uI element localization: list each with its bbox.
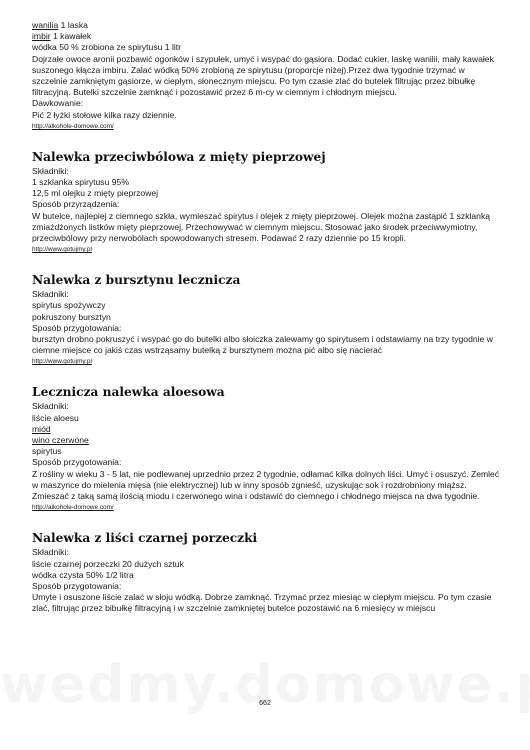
ingredient-link-ginger[interactable]: imbir xyxy=(32,31,51,42)
section-title-mint: Nalewka przeciwbólowa z mięty pieprzowej xyxy=(32,149,326,164)
ingredient-line: liście czarnej porzeczki 20 dużych sztuk xyxy=(32,558,184,569)
ingredients-label: Składniki: xyxy=(32,547,69,558)
method-label: Sposób przygotowania: xyxy=(32,457,122,468)
ingredients-label: Składniki: xyxy=(32,165,69,176)
instructions-paragraph: Umyte i osuszone liście zalać w słoju wódką. Dobrze zamknąć. Trzymać przez miesiąc w ciepłym miejscu. Po tym czasie zlać, filtrując przez bibułkę filtracyjną i w szczelnie zamkniętej butelce pozostawić na 6 miesięcy w miejscu xyxy=(32,592,492,614)
page-number: 662 xyxy=(259,700,271,707)
source-link[interactable]: http://www.gotujmy.pl xyxy=(32,246,92,254)
ingredient-text: 1 kawałek xyxy=(50,31,92,42)
ingredient-link-vanilla[interactable]: wanilia xyxy=(32,20,59,30)
ingredient-line: 1 szklanka spirytusu 95% xyxy=(32,177,129,188)
source-link[interactable]: http://alkohole-domowe.com/ xyxy=(32,504,114,512)
section-title-amber: Nalewka z bursztynu lecznicza xyxy=(32,273,241,288)
ingredients-label: Składniki: xyxy=(32,401,69,412)
instructions-paragraph: W butelce, najlepiej z ciemnego szkła, wymieszać spirytus i olejek z mięty pieprzowej. Olejek można zastąpić 1 szklanką zmiażdżonych listków mięty pieprzowej. Przechowywać w ciemnym miejscu. Stosować jako środek przeciwwymiotny, przeciwbólowy przy nerwobólach spowodowanych stresem. Podawać 2 razy dziennie po 15 kropli. xyxy=(32,210,491,244)
ingredient-line xyxy=(32,20,502,31)
ingredient-line: wódka czysta 50% 1/2 litra xyxy=(32,569,134,580)
source-link[interactable]: http://www.gotujmy.pl xyxy=(32,358,92,366)
ingredient-line: spirytus xyxy=(32,446,62,457)
dosage-text: Pić 2 łyżki stołowe kilka razy dziennie. xyxy=(32,109,177,120)
ingredients-label: Składniki: xyxy=(32,289,69,300)
ingredient-line xyxy=(32,31,502,42)
section-title-blackcurrant: Nalewka z liści czarnej porzeczki xyxy=(32,531,258,546)
ingredient-link-red-wine[interactable]: wino czerwone xyxy=(32,435,89,446)
instructions-paragraph: bursztyn drobno pokruszyć i wsypać go do butelki albo słoiczka zalewamy go spirytusem i odstawiamy na trzy tygodnie w ciemne miejsce co jakiś czas wstrząsamy butelką z bursztynem można pić albo się nacierać xyxy=(32,334,493,356)
ingredient-line: 12,5 ml olejku z mięty pieprzowej xyxy=(32,188,159,199)
ingredient-line: pokruszony bursztyn xyxy=(32,311,111,322)
ingredient-line xyxy=(32,435,502,446)
dosage-label: Dawkowanie: xyxy=(32,98,84,109)
ingredient-line: wódka 50 % zrobiona ze spirytusu 1 litr xyxy=(32,42,182,53)
method-label: Sposób przygotowania: xyxy=(32,580,122,591)
section-title-aloe: Lecznicza nalewka aloesowa xyxy=(32,385,225,400)
ingredient-line: spirytus spożywczy xyxy=(32,300,106,311)
method-label: Sposób przyrządzenia: xyxy=(32,199,120,210)
ingredient-text: 1 laska xyxy=(58,20,88,30)
ingredient-link-honey[interactable]: miód xyxy=(32,423,51,434)
ingredient-line: liście aloesu xyxy=(32,412,79,423)
instructions-paragraph: Dojrzałe owoce aronii pozbawić ogonków i szypułek, umyć i wsypać do gąsiora. Dodać cukier, laskę wanilii, mały kawałek suszonego kłącza imbiru. Zalać wódką 50% zrobioną ze spirytusu (proporcje niżej).Przez dwa tygodnie trzymać w szczelnie zamkniętym gąsiorze, w ciepłym, słonecznym miejscu. Po tym czasie zlać do butelek filtrując przez bibułkę filtracyjną. Butelki szczelnie zamknąć i pozostawić przez 6 m-cy w ciemnym i chłodnym miejscu. xyxy=(32,53,494,98)
ingredient-line xyxy=(32,424,502,435)
source-link[interactable]: http://alkohole-domowe.com/ xyxy=(32,122,114,130)
instructions-paragraph: Z rośliny w wieku 3 - 5 lat, nie podlewanej uprzednio przez 2 tygodnie, odłamać kilka dolnych liści. Umyć i osuszyć. Zemleć w maszynce do mielenia mięsa (nie elektrycznej) lub w inny sposób zgnieść, uzyskując sok i rozdrobniony miąższ. Zmieszać z taką samą ilością miodu i czerwonego wina i odstawić do ciemnego i chłodnego miejsca na dwa tygodnie. xyxy=(32,468,500,502)
document-page xyxy=(32,20,502,615)
method-label: Sposób przygotowania: xyxy=(32,322,122,333)
